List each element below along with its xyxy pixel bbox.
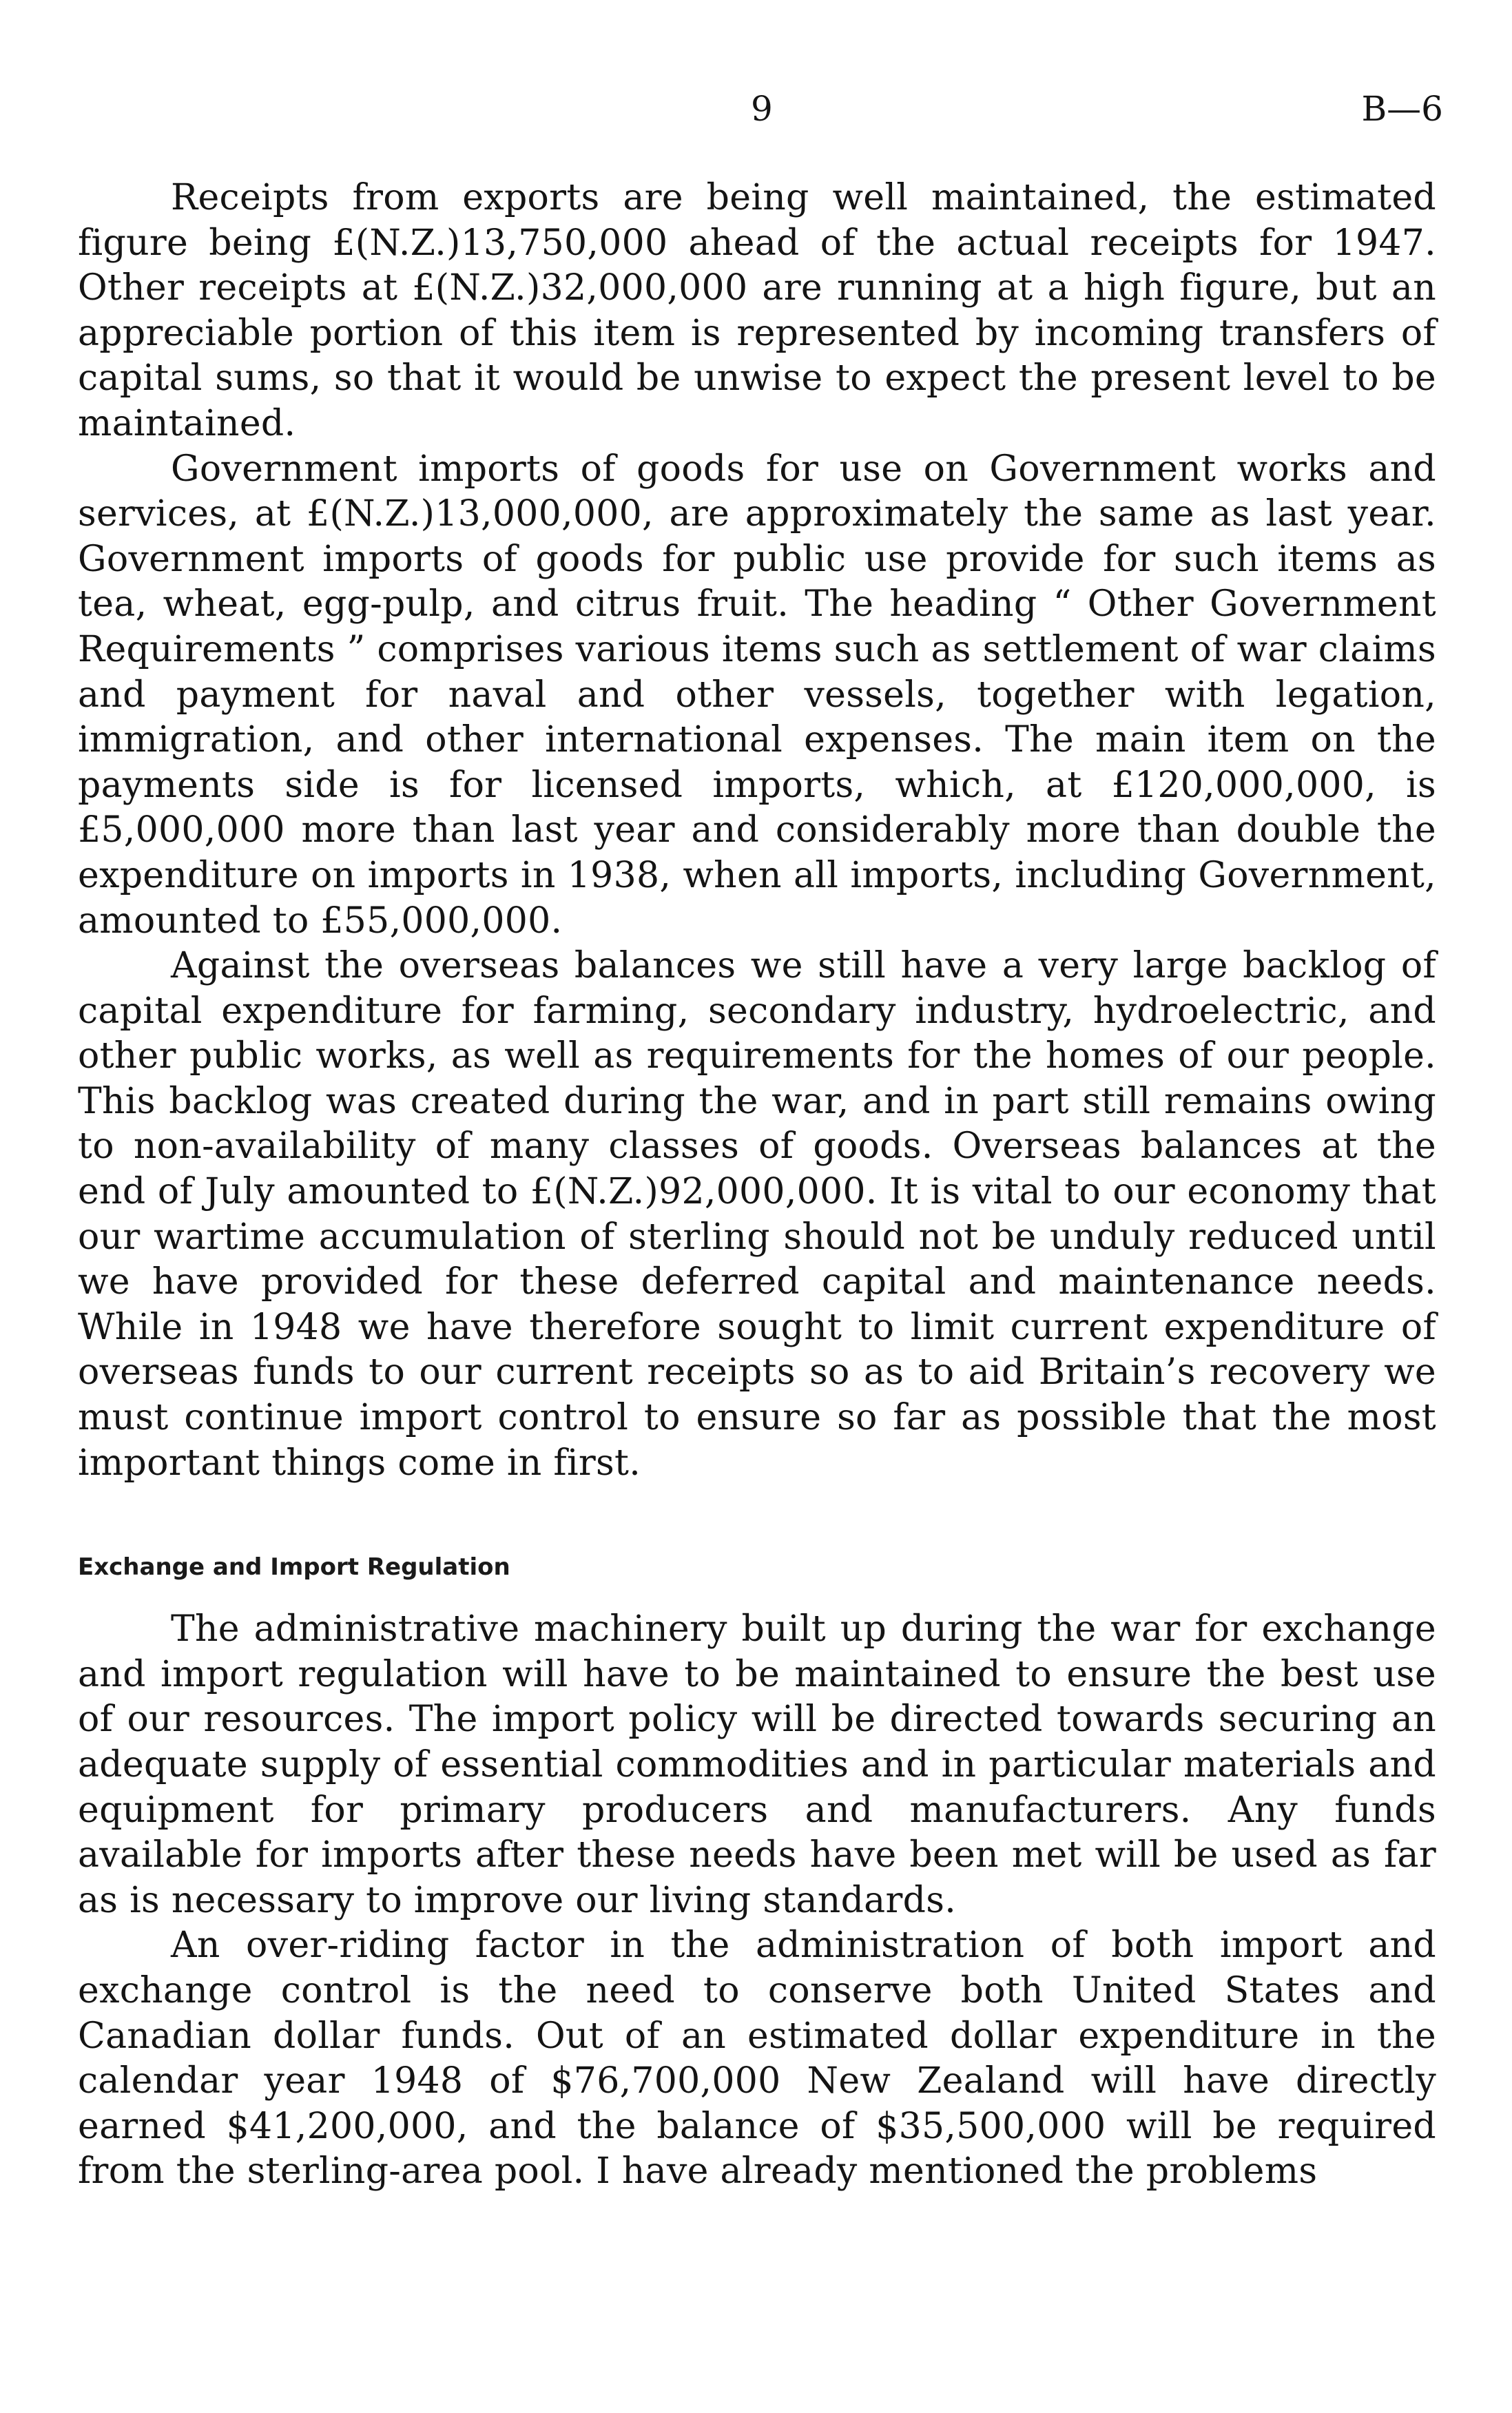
paragraph-administrative-machinery: The administrative machinery built up during the war for exchange and import regulation will have to be maintained to ensure the best use of our resources. The import policy will be directed towards securing an adequate supply of essential commodities and in particular materials and equipment for primary producers and manufacturers. Any funds available for imports after these needs have been met will be used as far as is necessary to improve our living standards. [78,1608,1436,1921]
paragraph-export-receipts: Receipts from exports are being well maintained, the estimated figure being £(N.Z.)13,750,000 ahead of the actual receipts for 1947. Other receipts at £(N.Z.)32,000,000 are running at a high figure, but an appreciable portion of this item is represented by incoming transfers of capital sums, so that it would be unwise to expect the present level to be maintained. [78,177,1436,444]
page-header [0,88,1512,143]
paragraph-government-imports: Government imports of goods for use on Government works and services, at £(N.Z.)13,000,000, are approximately the same as last year. Government imports of goods for public use provide for such items as tea, wheat, egg-pulp, and citrus fruit. The heading “ Other Government Requirements ” comprises various items such as settlement of war claims and payment for naval and other vessels, together with legation, immigration, and other international expenses. The main item on the payments side is for licensed imports, which, at £120,000,000, is £5,000,000 more than last year and considerably more than double the expenditure on imports in 1938, when all imports, including Government, amounted to £55,000,000. [78,448,1436,942]
body-text [78,176,1436,2195]
paragraph-overseas-balances: Against the overseas balances we still have a very large backlog of capital expenditure for farming, secondary industry, hydroelectric, and other public works, as well as requirements for the homes of our people. This backlog was created during the war, and in part still remains owing to non-availability of many classes of goods. Overseas balances at the end of July amounted to £(N.Z.)92,000,000. It is vital to our economy that our wartime accumulation of sterling should not be unduly reduced until we have provided for these deferred capital and maintenance needs. While in 1948 we have therefore sought to limit current expenditure of overseas funds to our current receipts so as to aid Britain’s recovery we must continue import control to ensure so far as possible that the most important things come in first. [78,945,1436,1484]
page-number: 9 [751,89,773,129]
document-reference: B—6 [1361,89,1443,129]
section-heading: Exchange and Import Regulation [78,1553,510,1582]
paragraph-dollar-funds: An over-riding factor in the administration of both import and exchange control is the need to conserve both United States and Canadian dollar funds. Out of an estimated dollar expenditure in the calendar year 1948 of $76,700,000 New Zealand will have directly earned $41,200,000, and the balance of $35,500,000 will be required from the sterling-area pool. I have already mentioned the problems [78,1925,1436,2193]
